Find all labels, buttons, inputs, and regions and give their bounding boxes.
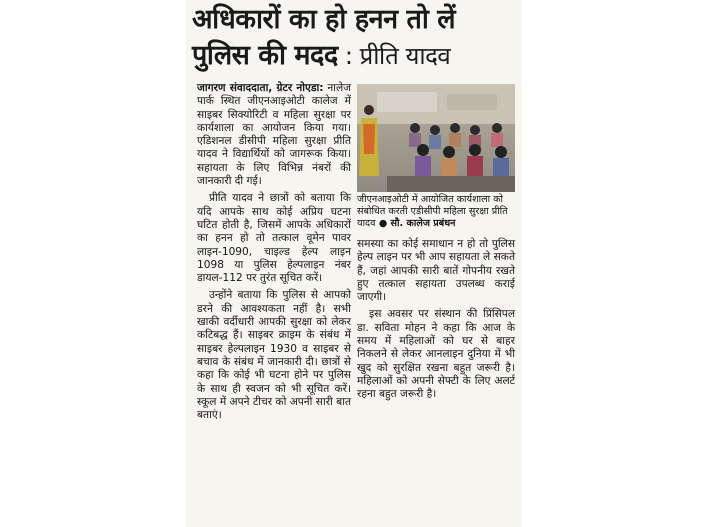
paragraph-text: नालेज पार्क स्थित जीएनआइओटी कालेज में साइबर सिक्योरिटी व महिला सुरक्षा पर कार्यशाला का आयोजन किया गया। एडिशनल डीसीपी महिला सुरक्षा प्रीति यादव ने विद्यार्थियों को जागरूक किया। सहायता के लिए विभिन्न नंबरों की जानकारी दी गई। <box>197 82 351 188</box>
headline-line-2 <box>192 38 522 74</box>
headline <box>192 2 522 74</box>
article-paragraph: प्रीति यादव ने छात्रों को बताया कि यदि आपके साथ कोई अप्रिय घटना घटित होती है, जिसमें आपके अधिकारों का हनन हो तो तत्काल वूमेन पावर लाइन-1090, चाइल्ड हेल्प लाइन 1098 या पुलिस हेल्पलाइन नंबर डायल-112 पर तुरंत सूचित करें। <box>197 192 351 285</box>
article-right-column <box>357 238 515 406</box>
photo-credit: ● सौ. कालेज प्रबंधन <box>375 218 456 230</box>
event-photo <box>357 84 515 192</box>
dateline: जागरण संवाददाता, ग्रेटर नोएडा: <box>197 82 324 94</box>
photo-caption <box>357 194 515 231</box>
headline-line-1: अधिकारों का हो हनन तो लें <box>192 4 456 35</box>
article-left-column <box>197 82 351 426</box>
headline-byline: : प्रीति यादव <box>337 42 451 70</box>
article-paragraph: इस अवसर पर संस्थान की प्रिंसिपल डा. सविता मोहन ने कहा कि आज के समय में महिलाओं को घर से बाहर निकलने से लेकर आनलाइन दुनिया में भी खुद को सुरक्षित रखना बहुत जरूरी है। महिलाओं को अपनी सेफ्टी के लिए अलर्ट रहना बहुत जरूरी है। <box>357 308 515 401</box>
headline-main: पुलिस की मदद <box>192 40 338 71</box>
article-paragraph: समस्या का कोई समाधान न हो तो पुलिस हेल्प लाइन पर भी आप सहायता ले सकते हैं, जहां आपकी सारी बातें गोपनीय रखते हुए तत्काल सहायता उपलब्ध कराई जाएगी। <box>357 238 515 304</box>
article-paragraph <box>197 82 351 188</box>
photo-illustration <box>357 84 515 192</box>
caption-text: जीएनआइओटी में आयोजित कार्यशाला को संबोधित करती एडीसीपी महिला सुरक्षा प्रीति यादव <box>357 194 508 230</box>
article-paragraph: उन्होंने बताया कि पुलिस से आपको डरने की आवश्यकता नहीं है। सभी खाकी वर्दीधारी आपकी सुरक्षा को लेकर कटिबद्ध हैं। साइबर क्राइम के संबंध में साइबर हेल्पलाइन 1930 व साइबर से बचाव के संबंध में जानकारी दी। छात्रों से कहा कि कोई भी घटना होने पर पुलिस के साथ ही स्वजन को भी सूचित करें। स्कूल में अपने टीचर को अपनी सारी बात बताएं। <box>197 289 351 422</box>
